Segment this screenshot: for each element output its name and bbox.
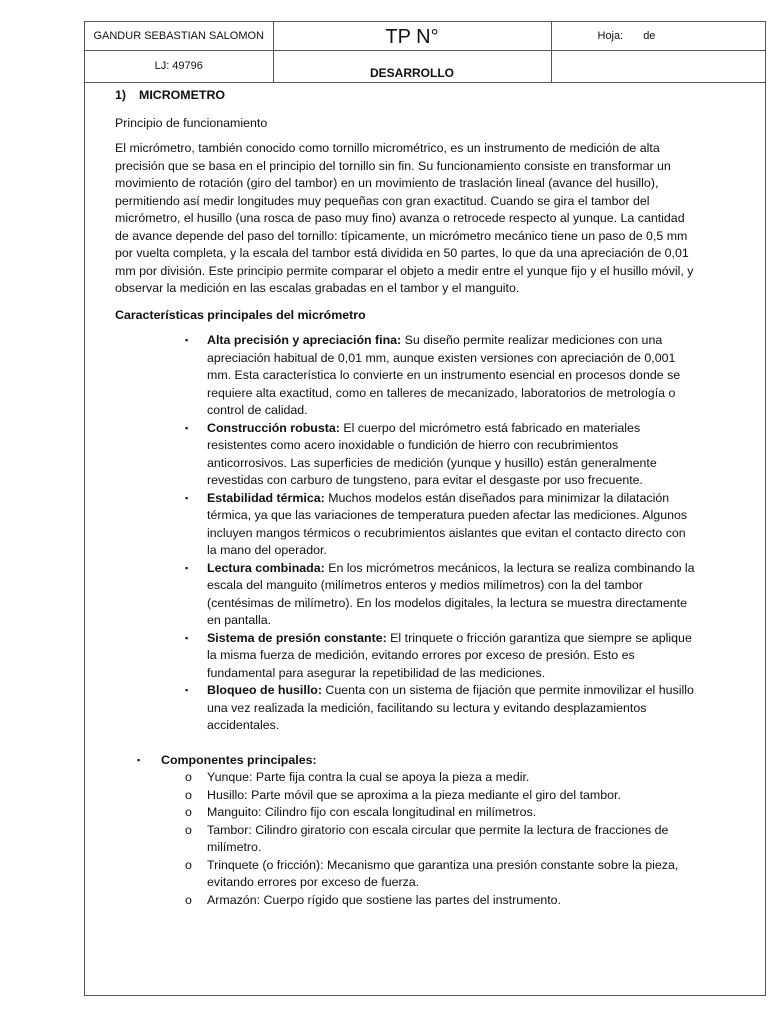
empty-cell — [551, 50, 765, 82]
square-bullet-icon: ▪ — [185, 562, 189, 573]
section-title: DESARROLLO — [273, 50, 551, 82]
circle-bullet-icon: o — [185, 805, 192, 819]
square-bullet-icon: ▪ — [185, 685, 189, 695]
square-bullet-icon: ▪ — [185, 335, 189, 345]
list-item: o Husillo: Parte móvil que se aproxima a la pieza mediante el giro del tambor. — [207, 787, 695, 805]
document-content — [115, 84, 695, 909]
document-sheet — [84, 21, 766, 996]
list-item: o Tambor: Cilindro giratorio con escala circular que permite la lectura de fracciones de milímetro. — [185, 822, 669, 854]
subtitle: Principio de funcionamiento — [115, 115, 268, 130]
components-list — [115, 769, 695, 909]
list-item: o Yunque: Parte fija contra la cual se apoya la pieza a medir. — [207, 769, 695, 787]
sheet-number — [551, 22, 765, 50]
list-item: ▪ Construcción robusta: El cuerpo del micrómetro está fabricado en materiales resistentes como acero inoxidable o fundición de hierro con recubrimientos anticorrosivos. Las superficies de medición (yunque y husillo) están generalmente revestidas con carburo de tungsteno, para evitar el desgaste por uso frecuente. — [185, 420, 657, 487]
features-title: Características principales del micrómetro — [115, 307, 366, 322]
square-bullet-icon: ▪ — [185, 492, 189, 503]
list-item: ▪ Alta precisión y apreciación fina: Su diseño permite realizar mediciones con una apreciación habitual de 0,01 mm, aunque existen versiones con apreciación de 0,001 mm. Esta característica lo convierte en un instrumento esencial en procesos donde se requiere alta exactitud, como en talleres de mecanizado, laboratorios de metrología o control de calidad. — [185, 333, 681, 417]
list-item: ▪ Estabilidad térmica: Muchos modelos están diseñados para minimizar la dilatación térmica, ya que las variaciones de temperatura pueden afectar las mediciones. Algunos incluyen mangos térmicos o recubrimientos aislantes que evitan el contacto directo con la mano del operador. — [185, 490, 688, 557]
student-id: LJ: 49796 — [85, 50, 273, 82]
square-bullet-icon: ▪ — [185, 422, 189, 433]
list-item: ▪ Lectura combinada: En los micrómetros mecánicos, la lectura se realiza combinando la escala del manguito (milímetros enteros y medios milímetros) con la del tambor (centésimas de milímetro). En los modelos digitales, la lectura se muestra directamente en pantalla. — [185, 560, 695, 627]
student-name: GANDUR SEBASTIAN SALOMON — [85, 22, 273, 50]
section-heading — [115, 87, 695, 105]
components-title: ▪ Componentes principales: — [115, 752, 695, 770]
header-table — [85, 22, 765, 83]
heading-number: 1) — [115, 88, 127, 102]
heading-title: MICROMETRO — [139, 88, 226, 102]
circle-bullet-icon: o — [185, 787, 192, 802]
circle-bullet-icon: o — [185, 822, 192, 837]
circle-bullet-icon: o — [185, 770, 192, 784]
body-paragraph: El micrómetro, también conocido como tornillo micrométrico, es un instrumento de medición de alta precisión que se basa en el principio del tornillo sin fin. Su funcionamiento consiste en transformar un movimiento de rotación (giro del tambor) en un movimiento de traslación lineal (avance del husillo), permitiendo así medir longitudes muy pequeñas con gran exactitud. Cuando se gira el tambor del micrómetro, el husillo (una rosca de paso muy fino) avanza o retrocede respecto al yunque. La cantidad de avance depende del paso del tornillo: típicamente, un micrómetro mecánico tiene un paso de 0,5 mm por vuelta completa, y la escala del tambor está dividida en 50 partes, lo que da una apreciación de 0,01 mm por división. Este principio permite comparar el objeto a medir entre el yunque fijo y el husillo móvil, y observar la medición en las escalas grabadas en el tambor y el manguito. — [115, 141, 694, 295]
sheet-of-label: de — [643, 29, 656, 42]
document-title: TP N° — [273, 22, 551, 50]
circle-bullet-icon: o — [185, 857, 192, 872]
square-bullet-icon: ▪ — [137, 754, 141, 765]
list-item: o Armazón: Cuerpo rígido que sostiene las partes del instrumento. — [207, 892, 695, 910]
list-item: ▪ Bloqueo de husillo: Cuenta con un sistema de fijación que permite inmovilizar el husillo una vez realizada la medición, facilitando su lectura y evitando desplazamientos accidentales. — [185, 683, 694, 732]
list-item: ▪ Sistema de presión constante: El trinquete o fricción garantiza que siempre se aplique la misma fuerza de medición, evitando errores por exceso de presión. Esto es fundamental para asegurar la repetibilidad de las mediciones. — [185, 630, 692, 680]
circle-bullet-icon: o — [185, 892, 192, 907]
sheet-label: Hoja: — [597, 29, 624, 42]
list-item: o Manguito: Cilindro fijo con escala longitudinal en milímetros. — [207, 804, 695, 822]
square-bullet-icon: ▪ — [185, 632, 189, 643]
list-item: o Trinquete (o fricción): Mecanismo que garantiza una presión constante sobre la pieza, evitando errores por exceso de fuerza. — [185, 857, 679, 889]
features-list — [115, 332, 695, 735]
